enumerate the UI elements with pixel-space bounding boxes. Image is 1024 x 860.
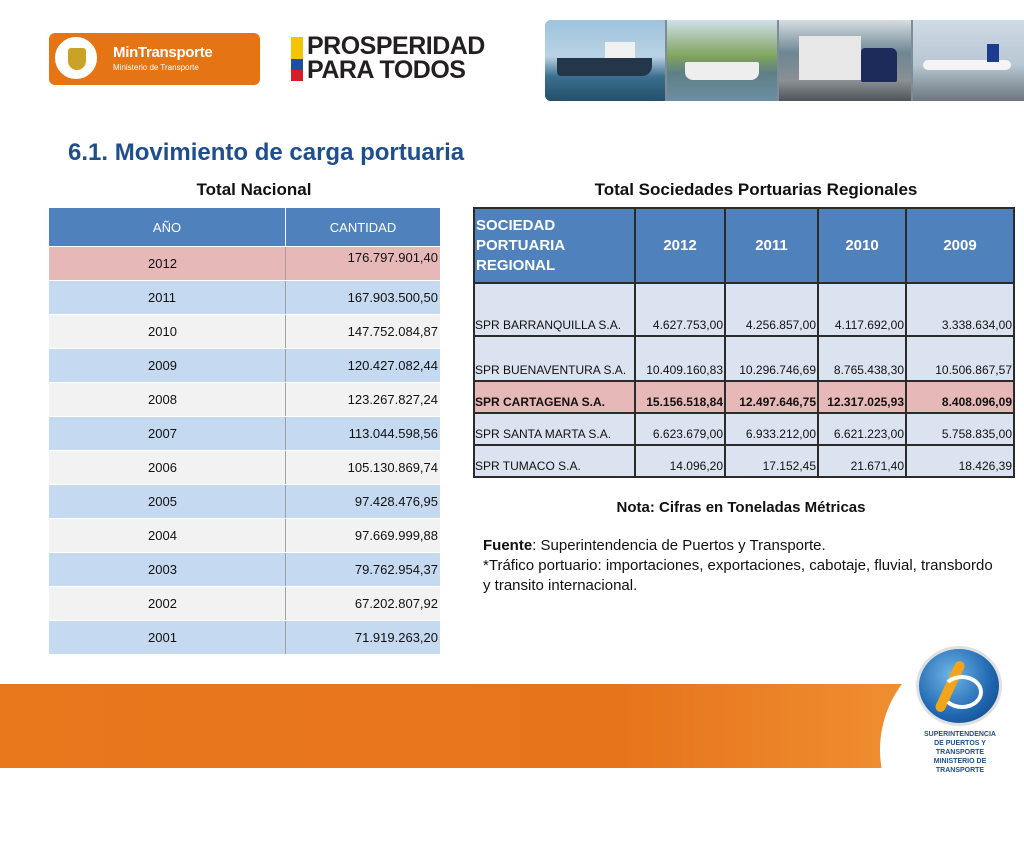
logo-text-line-2: DE PUERTOS Y TRANSPORTE <box>934 740 986 756</box>
traffic-detail: *Tráfico portuario: importaciones, exportaciones, cabotaje, fluvial, transbordo y transito internacional. <box>483 557 993 594</box>
year-cell: 2001 <box>49 621 286 655</box>
table-row <box>49 485 441 519</box>
year-cell: 2012 <box>49 247 286 281</box>
cargo-ship-photo <box>545 20 665 101</box>
colombia-flag-icon <box>291 37 303 81</box>
source-label: Fuente <box>483 537 533 554</box>
table-row <box>49 451 441 485</box>
value-cell: 15.156.518,84 <box>635 381 725 413</box>
table-row <box>49 519 441 553</box>
value-cell: 5.758.835,00 <box>906 413 1014 445</box>
quantity-cell: 105.130.869,74 <box>286 451 441 485</box>
footer-band <box>0 684 1024 768</box>
quantity-cell: 120.427.082,44 <box>286 349 441 383</box>
column-header-quantity: CANTIDAD <box>286 208 441 247</box>
value-cell: 4.117.692,00 <box>818 283 906 336</box>
mintransporte-logo <box>49 33 260 85</box>
ministry-subtitle: Ministerio de Transporte <box>113 63 199 72</box>
value-cell: 8.765.438,30 <box>818 336 906 381</box>
table-row <box>474 336 1014 381</box>
table-row <box>49 621 441 655</box>
value-cell: 6.933.212,00 <box>725 413 818 445</box>
quantity-cell: 123.267.827,24 <box>286 383 441 417</box>
column-header-2010: 2010 <box>818 208 906 283</box>
regional-total-subtitle: Total Sociedades Portuarias Regionales <box>594 180 918 199</box>
table-header-row <box>49 208 441 247</box>
year-cell: 2003 <box>49 553 286 587</box>
airplane-photo <box>913 20 1024 101</box>
column-header-port-company <box>474 208 635 283</box>
value-cell: 4.256.857,00 <box>725 283 818 336</box>
national-total-table <box>48 207 441 655</box>
logo-text-line-3: MINISTERIO DE TRANSPORTE <box>933 758 987 774</box>
year-cell: 2009 <box>49 349 286 383</box>
value-cell: 18.426,39 <box>906 445 1014 477</box>
table-row <box>474 445 1014 477</box>
national-total-subtitle: Total Nacional <box>196 180 312 199</box>
prosperidad-logo <box>307 34 485 82</box>
port-name-cell: SPR BARRANQUILLA S.A. <box>474 283 635 336</box>
quantity-cell: 113.044.598,56 <box>286 417 441 451</box>
slogan-line-2: PARA TODOS <box>307 56 466 84</box>
quantity-cell: 97.428.476,95 <box>286 485 441 519</box>
source-note <box>483 536 1003 596</box>
port-name-cell: SPR TUMACO S.A. <box>474 445 635 477</box>
table-row <box>474 413 1014 445</box>
value-cell: 4.627.753,00 <box>635 283 725 336</box>
value-cell: 6.621.223,00 <box>818 413 906 445</box>
column-header-2012: 2012 <box>635 208 725 283</box>
value-cell: 12.497.646,75 <box>725 381 818 413</box>
units-note: Nota: Cifras en Toneladas Métricas <box>616 499 866 516</box>
table-row <box>49 553 441 587</box>
table-row <box>49 349 441 383</box>
river-boat-photo <box>667 20 777 101</box>
transport-photo-strip <box>545 20 1024 101</box>
supertransporte-logo-text <box>914 730 1006 775</box>
year-cell: 2010 <box>49 315 286 349</box>
year-cell: 2006 <box>49 451 286 485</box>
truck-photo <box>779 20 911 101</box>
table-row <box>474 283 1014 336</box>
table-row <box>49 417 441 451</box>
table-row <box>49 247 441 281</box>
table-row <box>49 587 441 621</box>
year-cell: 2008 <box>49 383 286 417</box>
table-row <box>474 381 1014 413</box>
quantity-cell: 147.752.084,87 <box>286 315 441 349</box>
year-cell: 2005 <box>49 485 286 519</box>
quantity-cell: 67.202.807,92 <box>286 587 441 621</box>
regional-ports-table <box>473 207 1015 478</box>
table-row <box>49 281 441 315</box>
value-cell: 3.338.634,00 <box>906 283 1014 336</box>
quantity-cell: 167.903.500,50 <box>286 281 441 315</box>
table-header-row <box>474 208 1014 283</box>
colombia-seal-icon <box>53 35 99 81</box>
table-row <box>49 315 441 349</box>
value-cell: 17.152,45 <box>725 445 818 477</box>
column-header-2009: 2009 <box>906 208 1014 283</box>
logo-text-line-1: SUPERINTENDENCIA <box>924 731 996 738</box>
year-cell: 2011 <box>49 281 286 315</box>
slogan-line-1: PROSPERIDAD <box>307 32 485 60</box>
column-header-port-line-2: REGIONAL <box>476 256 556 274</box>
year-cell: 2004 <box>49 519 286 553</box>
port-name-cell: SPR BUENAVENTURA S.A. <box>474 336 635 381</box>
column-header-year: AÑO <box>49 208 286 247</box>
value-cell: 10.409.160,83 <box>635 336 725 381</box>
quantity-cell: 97.669.999,88 <box>286 519 441 553</box>
year-cell: 2002 <box>49 587 286 621</box>
port-name-cell: SPR CARTAGENA S.A. <box>474 381 635 413</box>
supertransporte-logo-icon <box>916 646 1002 726</box>
value-cell: 14.096,20 <box>635 445 725 477</box>
value-cell: 21.671,40 <box>818 445 906 477</box>
value-cell: 8.408.096,09 <box>906 381 1014 413</box>
source-text: : Superintendencia de Puertos y Transporte. <box>532 537 826 554</box>
value-cell: 6.623.679,00 <box>635 413 725 445</box>
port-name-cell: SPR SANTA MARTA S.A. <box>474 413 635 445</box>
quantity-cell: 79.762.954,37 <box>286 553 441 587</box>
column-header-2011: 2011 <box>725 208 818 283</box>
table-row <box>49 383 441 417</box>
quantity-cell: 176.797.901,40 <box>286 247 441 281</box>
ministry-name: MinTransporte <box>113 44 213 61</box>
page-title: 6.1. Movimiento de carga portuaria <box>68 139 465 166</box>
value-cell: 10.296.746,69 <box>725 336 818 381</box>
value-cell: 12.317.025,93 <box>818 381 906 413</box>
column-header-port-line-1: SOCIEDAD PORTUARIA <box>476 216 566 254</box>
value-cell: 10.506.867,57 <box>906 336 1014 381</box>
quantity-cell: 71.919.263,20 <box>286 621 441 655</box>
year-cell: 2007 <box>49 417 286 451</box>
